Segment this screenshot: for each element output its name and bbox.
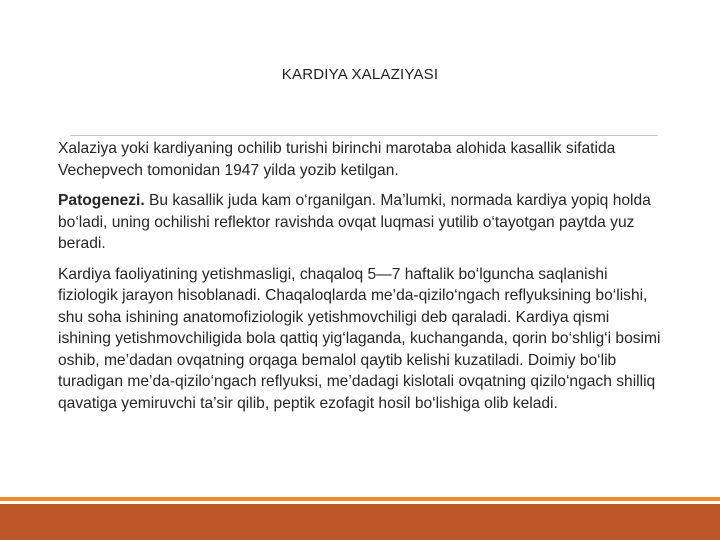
pathogenesis-text: Bu kasallik juda kam o‘rganilgan. Ma’lumki, normada kardiya yopiq holda bo‘ladi, uning ochilishi reflektor ravishda ovqat luqmasi yutilib o‘tayotgan paytda yuz beradi. bbox=[58, 192, 651, 252]
slide-content bbox=[58, 138, 664, 423]
footer-accent-thin-bar bbox=[0, 497, 720, 501]
paragraph-history: Xalaziya yoki kardiyaning ochilib turishi birinchi marotaba alohida kasallik sifatida Vechepvech tomonidan 1947 yilda yozib ketilgan. bbox=[58, 140, 616, 179]
slide-title: KARDIYA XALAZIYASI bbox=[281, 66, 439, 83]
pathogenesis-label: Patogenezi. bbox=[58, 192, 145, 209]
paragraph-insufficiency: Kardiya faoliyatining yetishmasligi, chaqaloq 5—7 haftalik bo‘lguncha saqlanishi fiziologik jarayon hisoblanadi. Chaqaloqlarda me’da-qizilo‘ngach reflyuksining bo‘lishi, shu soha ishining anatomofiziologik yetishmovchiligi deb qaraladi. Kardiya qismi ishining yetishmovchiligida bola qattiq yig‘laganda, kuchanganda, qorin bo‘shlig‘i bosimi oshib, me’dadan ovqatning orqaga bemalol qaytib kelishi kuzatiladi. Doimiy bo‘lib turadigan me’da-qizilo‘ngach reflyuksi, me’dadagi kislotali ovqatning qizilo‘ngach shilliq qavatiga yemiruvchi ta’sir qilib, peptik ezofagit hosil bo‘lishiga olib keladi. bbox=[58, 265, 661, 412]
footer-accent-thick-bar bbox=[0, 504, 720, 540]
paragraph-pathogenesis bbox=[58, 190, 664, 255]
title-divider bbox=[70, 135, 658, 136]
